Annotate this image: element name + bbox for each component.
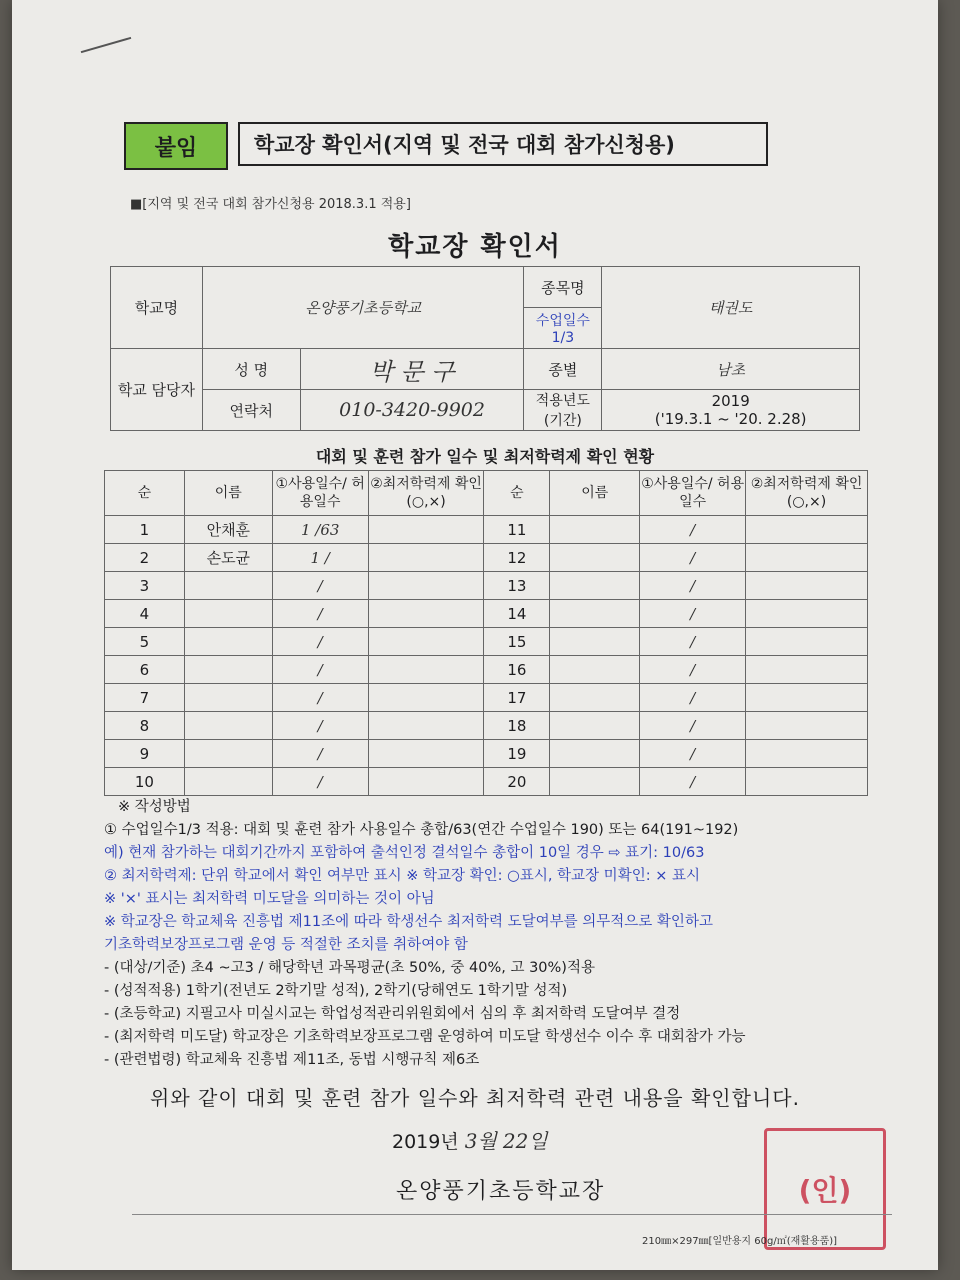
instructions xyxy=(104,796,904,1072)
document-sheet xyxy=(12,0,938,1270)
student-name xyxy=(550,656,640,684)
confirmation-statement: 위와 같이 대회 및 훈련 참가 일수와 최저학력 관련 내용을 확인합니다. xyxy=(150,1086,800,1110)
table-row xyxy=(105,768,868,796)
student-name xyxy=(550,516,640,544)
student-name xyxy=(550,684,640,712)
days-used: / xyxy=(272,740,368,768)
section-title: 대회 및 훈련 참가 일수 및 최저학력제 확인 현황 xyxy=(315,447,655,466)
min-academic-check xyxy=(746,544,868,572)
row-number: 2 xyxy=(105,544,185,572)
student-name xyxy=(550,544,640,572)
row-number: 10 xyxy=(105,768,185,796)
table-row xyxy=(105,712,868,740)
row-number: 7 xyxy=(105,684,185,712)
period-value: ('19.3.1 ~ '20. 2.28) xyxy=(654,410,807,428)
min-academic-check xyxy=(746,572,868,600)
header-cell: ①사용일수/ 허용일수 xyxy=(272,471,368,516)
student-name xyxy=(550,712,640,740)
min-academic-check xyxy=(368,740,484,768)
days-used: / xyxy=(640,516,746,544)
note-line: - (관련법령) 학교체육 진흥법 제11조, 동법 시행규칙 제6조 xyxy=(104,1052,480,1068)
table-row xyxy=(105,684,868,712)
note-line: - (대상/기준) 초4 ~고3 / 해당학년 과목평균(초 50%, 중 40%, 고 30%)적용 xyxy=(104,960,595,976)
document-title: 학교장 확인서(지역 및 전국 대회 참가신청용) xyxy=(238,122,768,166)
table-row xyxy=(105,628,868,656)
info-table xyxy=(110,266,860,431)
category-label: 종별 xyxy=(524,349,602,390)
days-used: / xyxy=(640,572,746,600)
note-line: - (최저학력 미도달) 학교장은 기초학력보장프로그램 운영하여 미도달 학생선수 이수 후 대회참가 가능 xyxy=(104,1029,746,1045)
date-month: 3월 xyxy=(464,1129,497,1153)
header-cell: 순 xyxy=(484,471,550,516)
min-academic-check xyxy=(368,544,484,572)
min-academic-check xyxy=(368,712,484,740)
event-value: 태권도 xyxy=(602,267,860,349)
paper-spec: 210㎜×297㎜[일반용지 60g/㎡(재활용품)] xyxy=(642,1236,838,1247)
days-used: / xyxy=(640,684,746,712)
name-label: 성 명 xyxy=(202,349,300,390)
year-value: 2019 xyxy=(711,392,750,410)
days-used: / xyxy=(640,544,746,572)
name-value: 박 문 구 xyxy=(300,349,524,390)
student-name xyxy=(550,740,640,768)
student-name: 안채훈 xyxy=(184,516,272,544)
student-name xyxy=(184,712,272,740)
year-cell xyxy=(602,390,860,431)
row-number: 4 xyxy=(105,600,185,628)
min-academic-check xyxy=(368,656,484,684)
min-academic-check xyxy=(746,740,868,768)
note-line: 예) 현재 참가하는 대회기간까지 포함하여 출석인정 결석일수 총합이 10일 경우 ⇨ 표기: 10/63 xyxy=(104,845,705,861)
days-used: 1 / xyxy=(272,544,368,572)
min-academic-check xyxy=(368,516,484,544)
student-name xyxy=(550,572,640,600)
min-academic-check xyxy=(746,712,868,740)
row-number: 9 xyxy=(105,740,185,768)
header-cell: ①사용일수/ 허용일수 xyxy=(640,471,746,516)
student-name xyxy=(184,684,272,712)
table-row xyxy=(105,544,868,572)
row-number: 12 xyxy=(484,544,550,572)
header-cell: 순 xyxy=(105,471,185,516)
date-day: 22일 xyxy=(502,1129,548,1153)
table-row xyxy=(105,516,868,544)
signature-date xyxy=(392,1125,548,1154)
note-line: ② 최저학력제: 단위 학교에서 확인 여부만 표시 ※ 학교장 확인: ○표시, 학교장 미확인: × 표시 xyxy=(104,868,700,884)
note-line: ① 수업일수1/3 적용: 대회 및 훈련 참가 사용일수 총합/63(연간 수업일수 190) 또는 64(191~192) xyxy=(104,822,739,838)
instructions-heading: ※ 작성방법 xyxy=(118,799,191,815)
header-cell: 이름 xyxy=(550,471,640,516)
min-academic-check xyxy=(368,684,484,712)
contact-value: 010-3420-9902 xyxy=(300,390,524,431)
principal-name: 온양풍기초등학교장 xyxy=(396,1179,606,1204)
contact-label: 연락처 xyxy=(202,390,300,431)
row-number: 1 xyxy=(105,516,185,544)
staff-label: 학교 담당자 xyxy=(111,349,203,431)
row-number: 15 xyxy=(484,628,550,656)
days-used: / xyxy=(640,600,746,628)
school-value: 온양풍기초등학교 xyxy=(202,267,524,349)
row-number: 13 xyxy=(484,572,550,600)
class-days-label: 수업일수 1/3 xyxy=(524,308,602,349)
min-academic-check xyxy=(746,684,868,712)
days-used: / xyxy=(640,656,746,684)
school-label: 학교명 xyxy=(111,267,203,349)
student-name xyxy=(550,768,640,796)
note-line: ※ '×' 표시는 최저학력 미도달을 의미하는 것이 아님 xyxy=(104,891,435,907)
student-name xyxy=(184,656,272,684)
days-used: / xyxy=(272,600,368,628)
year-label: 적용년도 (기간) xyxy=(524,390,602,431)
student-name xyxy=(184,572,272,600)
days-used: / xyxy=(640,768,746,796)
student-name xyxy=(184,740,272,768)
pen-mark xyxy=(81,37,132,53)
days-used: / xyxy=(640,740,746,768)
header-cell: ②최저학력제 확인(○,×) xyxy=(746,471,868,516)
seal-text: (인) xyxy=(798,1174,852,1207)
row-number: 17 xyxy=(484,684,550,712)
row-number: 6 xyxy=(105,656,185,684)
row-number: 8 xyxy=(105,712,185,740)
min-academic-check xyxy=(368,628,484,656)
student-name xyxy=(184,768,272,796)
min-academic-check xyxy=(746,628,868,656)
student-name xyxy=(184,628,272,656)
days-used: / xyxy=(640,712,746,740)
row-number: 11 xyxy=(484,516,550,544)
note-line: ※ 학교장은 학교체육 진흥법 제11조에 따라 학생선수 최저학력 도달여부를 의무적으로 확인하고 xyxy=(104,914,713,930)
table-row xyxy=(105,600,868,628)
header-cell: 이름 xyxy=(184,471,272,516)
min-academic-check xyxy=(746,600,868,628)
note-line: 기초학력보장프로그램 운영 등 적절한 조치를 취하여야 함 xyxy=(104,937,468,953)
min-academic-check xyxy=(368,572,484,600)
days-used: 1 /63 xyxy=(272,516,368,544)
min-academic-check xyxy=(368,600,484,628)
days-used: / xyxy=(272,656,368,684)
row-number: 5 xyxy=(105,628,185,656)
min-academic-check xyxy=(746,516,868,544)
student-name xyxy=(550,628,640,656)
row-number: 3 xyxy=(105,572,185,600)
event-label: 종목명 xyxy=(524,267,602,308)
table-row xyxy=(105,740,868,768)
subtitle: ■[지역 및 전국 대회 참가신청용 2018.3.1 적용] xyxy=(130,197,411,212)
days-used: / xyxy=(272,628,368,656)
note-line: - (성적적용) 1학기(전년도 2학기말 성적), 2학기(당해연도 1학기말 성적) xyxy=(104,983,568,999)
student-name xyxy=(550,600,640,628)
days-used: / xyxy=(640,628,746,656)
main-title: 학교장 확인서 xyxy=(388,232,562,262)
min-academic-check xyxy=(368,768,484,796)
table-header-row xyxy=(105,471,868,516)
min-academic-check xyxy=(746,768,868,796)
row-number: 20 xyxy=(484,768,550,796)
header-cell: ②최저학력제 확인(○,×) xyxy=(368,471,484,516)
row-number: 18 xyxy=(484,712,550,740)
days-used: / xyxy=(272,572,368,600)
student-name: 손도균 xyxy=(184,544,272,572)
row-number: 16 xyxy=(484,656,550,684)
days-used: / xyxy=(272,768,368,796)
category-value: 남초 xyxy=(602,349,860,390)
days-used: / xyxy=(272,712,368,740)
footer-divider xyxy=(132,1214,892,1215)
row-number: 14 xyxy=(484,600,550,628)
days-used: / xyxy=(272,684,368,712)
note-line: - (초등학교) 지필고사 미실시교는 학업성적관리위원회에서 심의 후 최저학력 도달여부 결정 xyxy=(104,1006,681,1022)
attachment-badge: 붙임 xyxy=(124,122,228,170)
min-academic-check xyxy=(746,656,868,684)
date-year: 2019년 xyxy=(392,1131,459,1153)
participation-table xyxy=(104,470,868,796)
table-row xyxy=(105,656,868,684)
student-name xyxy=(184,600,272,628)
row-number: 19 xyxy=(484,740,550,768)
table-row xyxy=(105,572,868,600)
